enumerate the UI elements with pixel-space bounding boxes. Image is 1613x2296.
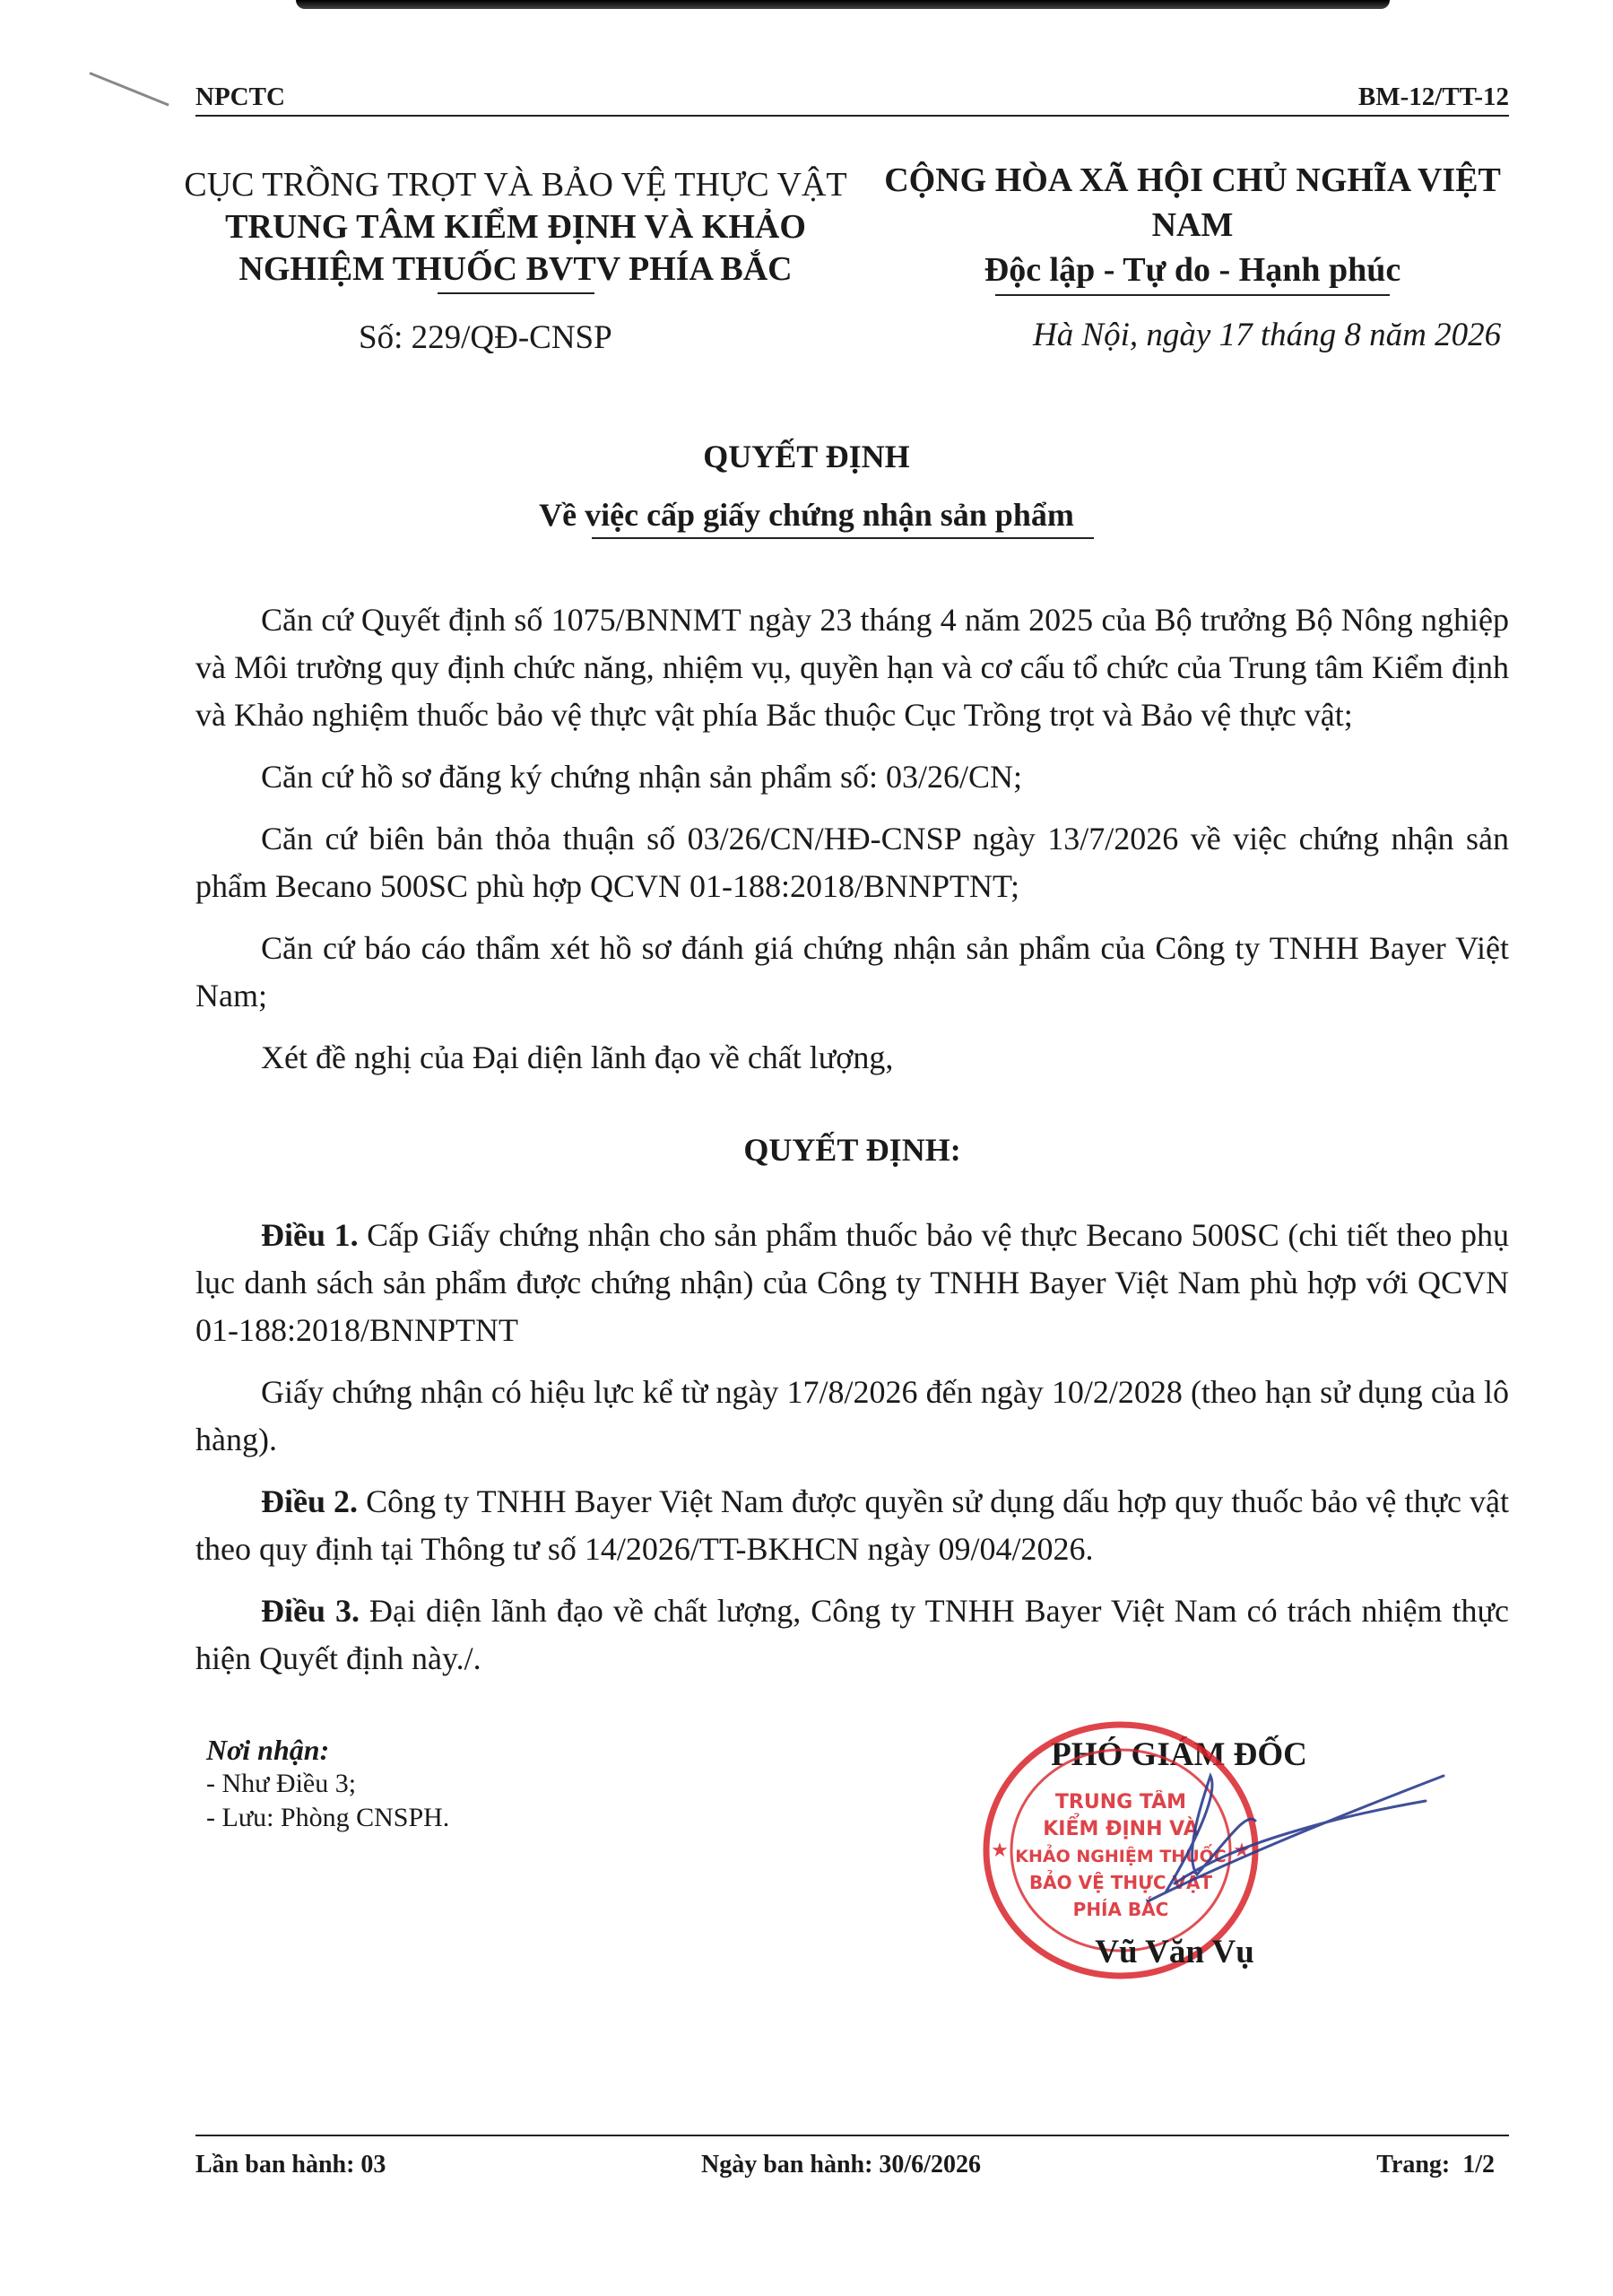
basis-paragraph: Căn cứ biên bản thỏa thuận số 03/26/CN/HĐ-CNSP ngày 13/7/2026 về việc chứng nhận sản phẩm Becano 500SC phù hợp QCVN 01-188:2018/BNNPTNT; bbox=[195, 821, 1509, 904]
document-number: Số: 229/QĐ-CNSP bbox=[359, 319, 612, 356]
svg-text:★: ★ bbox=[1233, 1839, 1251, 1862]
article-1-validity: Giấy chứng nhận có hiệu lực kể từ ngày 17/8/2026 đến ngày 10/2/2028 (theo hạn sử dụng của lô hàng). bbox=[195, 1374, 1509, 1457]
decision-heading: QUYẾT ĐỊNH: bbox=[743, 1132, 961, 1168]
stamp-text: TRUNG TÂM bbox=[1054, 1791, 1187, 1813]
basis-paragraph: Căn cứ Quyết định số 1075/BNNMT ngày 23 tháng 4 năm 2025 của Bộ trưởng Bộ Nông nghiệp và Môi trường quy định chức năng, nhiệm vụ, quyền hạn và cơ cấu tổ chức của Trung tâm Kiểm định và Khảo nghiệm thuốc bảo vệ thực vật phía Bắc thuộc Cục Trồng trọt và Bảo vệ thực vật; bbox=[195, 602, 1509, 733]
agency-line-3: NGHIỆM THUỐC BVTV PHÍA BẮC bbox=[238, 250, 793, 288]
recipient-item: - Lưu: Phòng CNSPH. bbox=[206, 1803, 450, 1832]
recipient-item: - Như Điều 3; bbox=[206, 1769, 357, 1798]
basis-paragraph: Xét đề nghị của Đại diện lãnh đạo về chất lượng, bbox=[261, 1039, 894, 1075]
document-date: Hà Nội, ngày 17 tháng 8 năm 2026 bbox=[1033, 317, 1502, 353]
basis-paragraph: Căn cứ hồ sơ đăng ký chứng nhận sản phẩm số: 03/26/CN; bbox=[261, 759, 1022, 795]
nation-line-1: CỘNG HÒA XÃ HỘI CHỦ NGHĨA VIỆT NAM bbox=[884, 161, 1501, 244]
recipients-label: Nơi nhận: bbox=[206, 1734, 330, 1766]
signer-name: Vũ Văn Vụ bbox=[1095, 1934, 1254, 1970]
article-3-label: Điều 3. bbox=[261, 1593, 360, 1629]
scan-mark bbox=[89, 72, 169, 106]
agency-line-1: CỤC TRỒNG TRỌT VÀ BẢO VỆ THỰC VẬT bbox=[184, 166, 847, 204]
stamp-text: KHẢO NGHIỆM THUỐC bbox=[1015, 1847, 1227, 1866]
issuing-agency bbox=[161, 164, 870, 294]
scan-top-edge bbox=[296, 0, 1390, 9]
document-body bbox=[195, 596, 1509, 1683]
document-title: QUYẾT ĐỊNH bbox=[703, 439, 910, 474]
handwritten-signature-icon bbox=[1112, 1758, 1453, 1919]
stamp-text: PHÍA BẮC bbox=[1072, 1899, 1169, 1920]
agency-line-2: TRUNG TÂM KIỂM ĐỊNH VÀ KHẢO bbox=[225, 208, 806, 246]
article-2-text: Công ty TNHH Bayer Việt Nam được quyền sử dụng dấu hợp quy thuốc bảo vệ thực vật theo quy định tại Thông tư số 14/2026/TT-BKHCN ngày 09/04/2026. bbox=[195, 1483, 1510, 1567]
form-code-left: NPCTC bbox=[195, 83, 285, 111]
document-subtitle: Về việc cấp giấy chứng nhận sản phẩm bbox=[539, 497, 1074, 533]
article-1-label: Điều 1. bbox=[261, 1217, 359, 1253]
article-1-text: Cấp Giấy chứng nhận cho sản phẩm thuốc bảo vệ thực Becano 500SC (chi tiết theo phụ lục danh sách sản phẩm được chứng nhận) của Công ty TNHH Bayer Việt Nam phù hợp với QCVN 01-188:2018/BNNPTNT bbox=[195, 1217, 1510, 1348]
footer-edition: Lần ban hành: 03 bbox=[195, 2151, 386, 2179]
stamp-text: KIỂM ĐỊNH VÀ bbox=[1043, 1818, 1199, 1840]
stamp-text: BẢO VỆ THỰC VẬT bbox=[1028, 1872, 1213, 1893]
footer-page: Trang: 1/2 bbox=[1376, 2151, 1495, 2179]
basis-paragraph: Căn cứ báo cáo thẩm xét hồ sơ đánh giá chứng nhận sản phẩm của Công ty TNHH Bayer Việt Nam; bbox=[195, 930, 1509, 1013]
recipients-block bbox=[206, 1733, 449, 1835]
article-1 bbox=[195, 1212, 1509, 1354]
national-header bbox=[843, 158, 1542, 296]
header-rule bbox=[195, 115, 1509, 117]
article-3-text: Đại diện lãnh đạo về chất lượng, Công ty TNHH Bayer Việt Nam có trách nhiệm thực hiện Quyết định này./. bbox=[195, 1593, 1510, 1676]
footer-rule bbox=[195, 2135, 1509, 2136]
agency-underline bbox=[438, 292, 594, 294]
motto-underline bbox=[995, 294, 1390, 296]
signer-position: PHÓ GIÁM ĐỐC bbox=[1051, 1736, 1307, 1773]
nation-motto: Độc lập - Tự do - Hạnh phúc bbox=[984, 251, 1401, 289]
form-code-right: BM-12/TT-12 bbox=[1357, 83, 1509, 111]
svg-text:★: ★ bbox=[991, 1839, 1009, 1862]
article-2-label: Điều 2. bbox=[261, 1483, 359, 1519]
article-3 bbox=[195, 1587, 1509, 1683]
article-2 bbox=[195, 1478, 1509, 1573]
subtitle-underline bbox=[592, 537, 1094, 539]
footer-issued-date: Ngày ban hành: 30/6/2026 bbox=[701, 2151, 981, 2179]
